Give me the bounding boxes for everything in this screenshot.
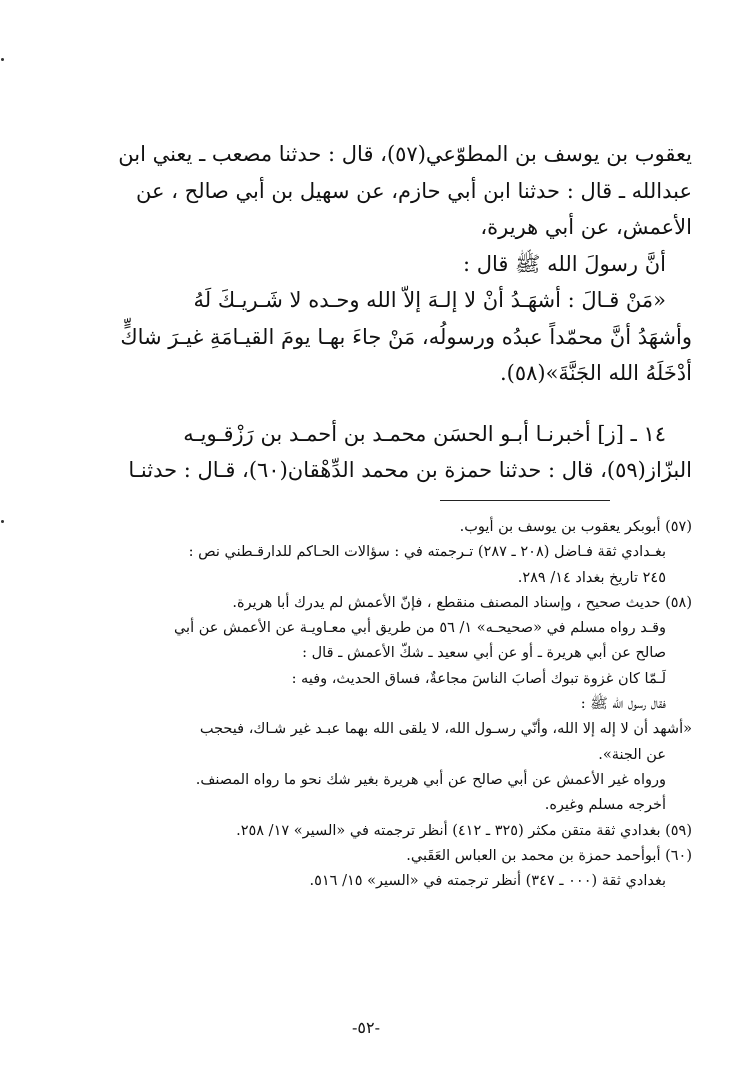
hadith-line: وأشهَدُ أنَّ محمّداً عبدُه ورسولُه، مَنْ جاءَ بهـا يومَ القيـامَةِ غيـرَ شاكٍّ xyxy=(120,324,692,349)
main-line: يعقوب بن يوسف بن المطوّعي(٥٧)، قال : حدثنا مصعب ـ يعني ابن xyxy=(118,142,692,166)
footnote-line: لَـمّا كان غزوة تبوك أصابَ الناسَ مجاعةٌ، فساق الحديث، وفيه : xyxy=(291,670,666,687)
footnote-line: وقـد رواه مسلم في «صحيحـه» ١/ ٥٦ من طريق أبي معـاويـة عن الأعمش عن أبي xyxy=(173,620,666,637)
main-line: عبدالله ـ قال : حدثنا ابن أبي حازم، عن سهيل بن أبي صالح ، عن xyxy=(136,178,692,203)
footnote-line: فقال رسول الله ﷺ : xyxy=(580,696,666,713)
footnote-separator xyxy=(440,500,610,501)
footnotes xyxy=(72,515,692,894)
hadith-line: أدْخَلَهُ الله الجَنَّةَ»(٥٨). xyxy=(499,361,692,385)
footnote-line: ورواه غير الأعمش عن أبي صالح عن أبي هريرة بغير شك نحو ما رواه المصنف. xyxy=(195,771,666,788)
footnote-line: «أشهد أن لا إله إلا الله، وأنّي رسـول الله، لا يلقى الله بهما عبـد غير شـاك، فيحجب xyxy=(199,721,692,738)
main-line: ١٤ ـ [ز] أخبرنـا أبـو الحسَن محمـد بن أحمـد بن رَزْقـويـه xyxy=(183,421,666,446)
main-line: البزّاز(٥٩)، قال : حدثنا حمزة بن محمد الدِّهْقان(٦٠)، قـال : حدثنـا xyxy=(128,458,692,482)
footnote-line: ٢٤٥ تاريخ بغداد ١٤/ ٢٨٩. xyxy=(517,569,666,586)
footnote-line: عن الجنة». xyxy=(598,746,666,763)
main-line: أنَّ رسولَ الله ﷺ قال : xyxy=(462,251,666,276)
footnote-line: (٥٨) حديث صحيح ، وإسناد المصنف منقطع ، فإنّ الأعمش لم يدرك أبا هريرة. xyxy=(232,594,692,611)
footnote-line: (٦٠) أبوأحمد حمزة بن محمد بن العباس العَقَبي. xyxy=(406,847,692,864)
footnote-line: (٥٧) أبوبكر يعقوب بن يوسف بن أيوب. xyxy=(459,519,692,535)
hadith-line: «مَنْ قـالَ : أشهَـدُ أنْ لا إلـهَ إلاّ الله وحـده لا شَـريـكَ لَهُ xyxy=(193,288,666,312)
main-line: الأعمش، عن أبي هريرة، xyxy=(480,215,692,239)
main-text xyxy=(70,136,692,489)
footnote-line: أخرجه مسلم وغيره. xyxy=(544,797,666,814)
page-number: -٥٢- xyxy=(352,1018,380,1037)
margin-dot-top xyxy=(1,58,4,61)
footnote-line: بغدادي ثقة (٠٠٠ ـ ٣٤٧) أنظر ترجمته في «السير» ١٥/ ٥١٦. xyxy=(309,873,666,890)
footnote-line: بغـدادي ثقة فـاضل (٢٠٨ ـ ٢٨٧) تـرجمته في : سؤالات الحـاكم للدارقـطني نص : xyxy=(188,544,666,561)
footnote-line: صالح عن أبي هريرة ـ أو عن أبي سعيد ـ شكّ الأعمش ـ قال : xyxy=(302,645,666,662)
margin-dot-middle xyxy=(1,520,4,523)
footnote-line: (٥٩) بغدادي ثقة متقن مكثر (٣٢٥ ـ ٤١٢) أنظر ترجمته في «السير» ١٧/ ٢٥٨. xyxy=(236,822,692,839)
